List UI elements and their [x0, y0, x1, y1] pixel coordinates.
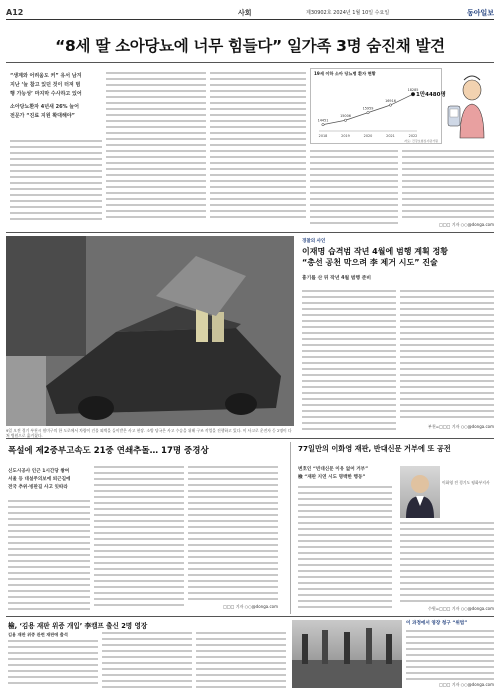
article-body — [102, 632, 192, 688]
section-name: 사회 — [238, 9, 252, 17]
court-deck — [298, 466, 408, 482]
byline: □□□ 기자 ○○@donga.com — [439, 682, 494, 687]
chart-point — [322, 123, 324, 125]
bottom-subhead: 김용 재판 위증 관련 재판에 출석 — [8, 632, 68, 637]
chart-tick-label: 2022 — [408, 134, 418, 138]
page-header — [6, 6, 494, 20]
bottom-photo — [292, 620, 402, 688]
deck-line: 지난 ‘늘 참고 있던 것이 터져 범 — [10, 82, 81, 88]
kicker: 경찰의 사인 — [302, 239, 326, 244]
article-body — [8, 500, 90, 610]
article-body — [302, 290, 396, 430]
portrait-caption: 이화영 전 경기도 평화부지사 — [442, 480, 490, 485]
main-headline: “8세 딸 소아당뇨에 너무 힘들다” 일가족 3명 숨진채 발견 — [55, 37, 445, 55]
chart-point — [389, 104, 391, 106]
deck-line: 전국 추위·빙판길 사고 잇따라 — [8, 485, 68, 490]
article-body — [310, 150, 398, 228]
side-column — [406, 620, 494, 626]
deck-line: 행 가능성’ 마지막 수사하고 있어 — [10, 91, 82, 97]
article-body — [406, 630, 494, 680]
deck-line: 소아당뇨환자 4년새 26% 늘어 — [10, 104, 79, 110]
divider — [6, 232, 494, 233]
chart-source: 자료: 건강보험심사평가원 — [404, 139, 438, 143]
byline: 수원=□□□ 기자 ○○@donga.com — [428, 606, 494, 611]
snow-deck — [8, 468, 90, 492]
byline: □□□ 기자 ○○@donga.com — [439, 222, 494, 227]
column-title: 이 과정에서 영장 청구 “위법” — [406, 621, 468, 626]
chart-tick-label: 2018 — [318, 134, 328, 138]
divider — [6, 62, 494, 63]
portrait-photo — [400, 466, 440, 518]
deck-line: 변호인 “빈대신문 이유 없어 거부” — [298, 467, 369, 472]
article-body — [210, 72, 306, 220]
article-body — [402, 150, 494, 222]
snow-headline: 폭설에 제2중부고속도 21중 연쇄추돌… 17명 중경상 — [8, 446, 209, 456]
issue-date: 제30902호 2024년 1월 10일 수요일 — [306, 10, 390, 16]
chart-tick-label: 2019 — [341, 134, 350, 138]
article-body — [94, 466, 184, 610]
chart-point — [344, 119, 346, 121]
byline: 부천=□□□ 기자 ○○@donga.com — [428, 424, 494, 429]
article-body — [8, 640, 98, 688]
deck-line: 전문가 “진료 지원 확대해야” — [10, 113, 75, 119]
news-photo — [6, 236, 294, 426]
chart-tick-label: 2021 — [386, 134, 395, 138]
article-body — [400, 522, 494, 606]
deck-line: “생계와 어려움도 커” 유서 남겨 — [10, 73, 82, 79]
chart-data-label: 18285 — [407, 88, 419, 93]
line-chart — [311, 81, 446, 143]
chart-data-label: 15006 — [340, 114, 351, 119]
court-headline: 77일만의 이화영 재판, 반대신문 거부에 또 공전 — [298, 444, 451, 453]
chart-tick-label: 2020 — [363, 134, 373, 138]
article-body — [298, 486, 392, 610]
article-body — [10, 140, 102, 220]
byline: □□□ 기자 ○○@donga.com — [223, 604, 278, 609]
page-number: A12 — [6, 8, 24, 17]
chart-title: 19세 이하 소아 당뇨병 환자 현황 — [314, 71, 376, 76]
article-body — [400, 290, 494, 422]
chart-point — [367, 111, 369, 113]
deck-line: 서울 등 대설주의보에 퇴근길에 — [8, 477, 71, 482]
divider — [6, 616, 494, 617]
main-deck — [10, 72, 102, 121]
story-headline: 이재명 습격범 작년 4월에 범행 계획 정황 — [302, 247, 448, 256]
article-body — [106, 72, 206, 220]
newspaper-logo: 동아일보 — [466, 9, 494, 17]
photo-story — [302, 238, 494, 281]
article-body — [188, 466, 278, 602]
illustration — [446, 68, 494, 144]
chart-data-label: 16916 — [385, 99, 396, 104]
story-subhead: “총선 공천 막으려 李 제거 시도” 진술 — [302, 258, 438, 267]
bottom-headline: 檢, ‘김용 재판 위증 개입’ 李캠프 출신 2명 영장 — [8, 622, 148, 630]
chart-callout: 1만4480명 — [416, 92, 446, 99]
photo-caption: 9일 오전 경기 부천시 원미구의 한 도로에서 차량이 건물 외벽을 들이받은 사고 현장. 소방 당국은 사고 수습을 위해 구조 작업을 진행하고 있다. 이 사고로 운전자 등 2명이 다쳐 병원으로 옮겨졌다. — [6, 428, 292, 439]
article-body — [196, 632, 286, 688]
deck-line: 신도시공사 인근 1시간당 쌓여 — [8, 469, 70, 474]
deck-line: 檢 “재판 지연 시도 명백한 행동” — [298, 475, 366, 480]
chart-data-label: 15959 — [362, 106, 374, 111]
chart-point — [411, 92, 415, 96]
column-divider — [290, 442, 291, 614]
divider — [6, 438, 494, 439]
patients-chart — [310, 68, 446, 144]
story-lead: 흉기를 산 뒤 작년 4월 범행 준비 — [302, 276, 371, 281]
chart-data-label: 14451 — [317, 118, 329, 123]
